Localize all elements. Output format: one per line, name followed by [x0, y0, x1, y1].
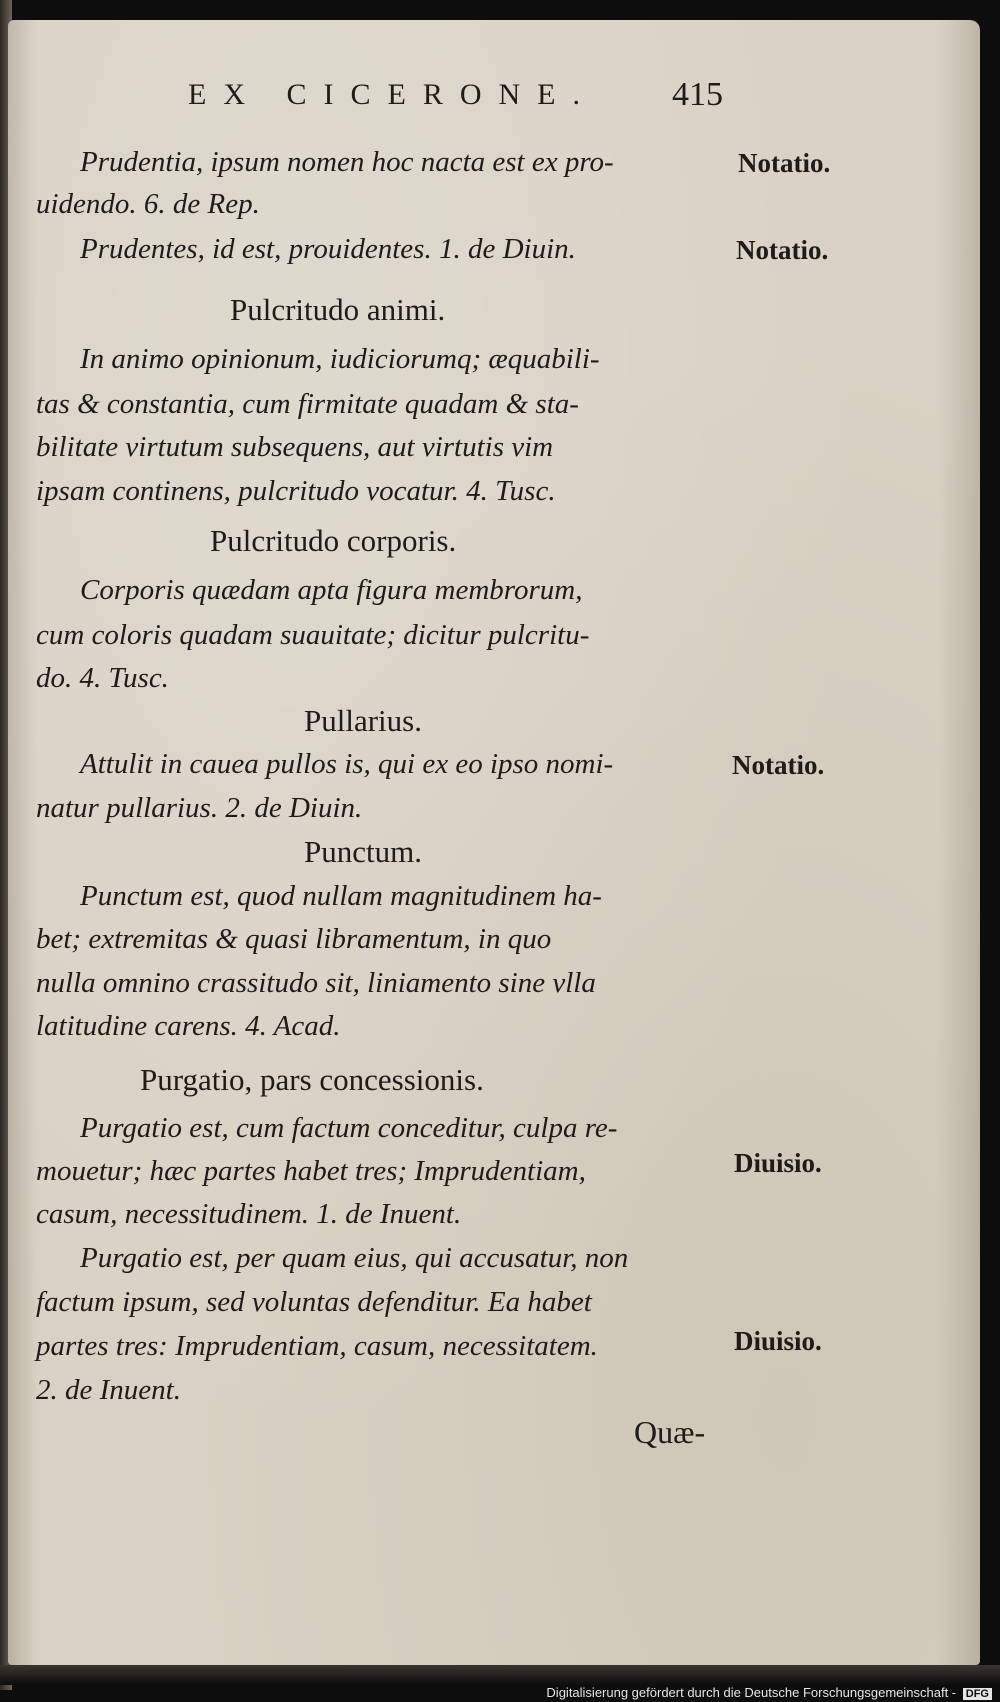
digitization-credit: [546, 1685, 992, 1700]
text-line: latitudine carens. 4. Acad.: [36, 1010, 341, 1042]
margin-note: Notatio.: [732, 750, 825, 780]
credit-text: Digitalisierung gefördert durch die Deutsche Forschungsgemeinschaft -: [546, 1685, 957, 1700]
text-line: partes tres: Imprudentiam, casum, necessitatem.: [36, 1330, 598, 1362]
text-line: mouetur; hæc partes habet tres; Imprudentiam,: [36, 1155, 586, 1187]
text-line: Prudentia, ipsum nomen hoc nacta est ex pro-: [80, 146, 614, 178]
margin-note: Diuisio.: [734, 1148, 822, 1178]
text-line: ipsam continens, pulcritudo vocatur. 4. Tusc.: [36, 475, 556, 507]
text-line: Prudentes, id est, prouidentes. 1. de Diuin.: [80, 233, 576, 265]
text-line: do. 4. Tusc.: [36, 662, 169, 694]
page-number: 415: [672, 76, 723, 113]
entry-heading: Punctum.: [304, 834, 422, 869]
text-line: tas & constantia, cum firmitate quadam & sta-: [36, 388, 579, 420]
text-line: natur pullarius. 2. de Diuin.: [36, 792, 363, 824]
text-line: nulla omnino crassitudo sit, liniamento sine vlla: [36, 967, 596, 999]
text-line: uidendo. 6. de Rep.: [36, 188, 260, 220]
margin-note: Notatio.: [736, 235, 829, 265]
text-line: Attulit in cauea pullos is, qui ex eo ipso nomi-: [80, 748, 614, 780]
text-line: Punctum est, quod nullam magnitudinem ha-: [80, 880, 602, 912]
text-line: cum coloris quadam suauitate; dicitur pulcritu-: [36, 619, 590, 651]
text-line: Purgatio est, cum factum conceditur, culpa re-: [80, 1112, 618, 1144]
text-line: bet; extremitas & quasi libramentum, in quo: [36, 923, 552, 955]
text-line: Purgatio est, per quam eius, qui accusatur, non: [80, 1242, 629, 1274]
entry-heading: Purgatio, pars concessionis.: [140, 1062, 484, 1097]
text-line: In animo opinionum, iudiciorumq; æquabili-: [80, 343, 600, 375]
text-line: Corporis quædam apta figura membrorum,: [80, 574, 583, 606]
dfg-logo: DFG: [963, 1688, 992, 1700]
text-line: casum, necessitudinem. 1. de Inuent.: [36, 1198, 462, 1230]
entry-heading: Pulcritudo corporis.: [210, 523, 457, 558]
margin-note: Diuisio.: [734, 1326, 822, 1356]
page-bottom-edge: [0, 1665, 1000, 1685]
running-head: EX CICERONE.: [188, 78, 597, 111]
text-line: 2. de Inuent.: [36, 1374, 181, 1406]
text-line: factum ipsum, sed voluntas defenditur. Ea habet: [36, 1286, 592, 1318]
catchword: Quæ-: [634, 1414, 706, 1450]
margin-note: Notatio.: [738, 148, 831, 178]
text-line: bilitate virtutum subsequens, aut virtutis vim: [36, 431, 554, 463]
page-paper: [8, 20, 980, 1665]
entry-heading: Pullarius.: [304, 703, 422, 738]
entry-heading: Pulcritudo animi.: [230, 292, 446, 327]
